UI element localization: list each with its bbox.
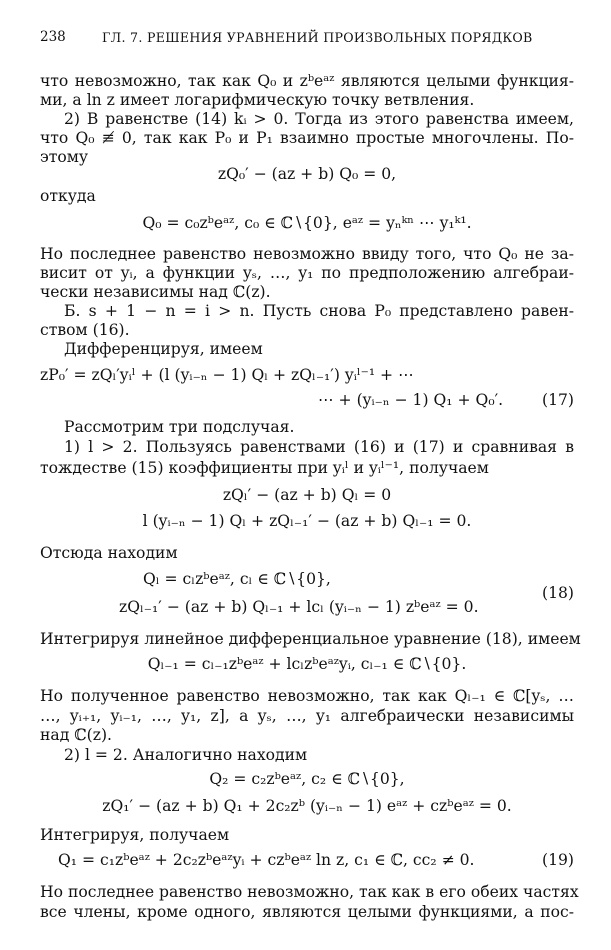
text-line: 2) l = 2. Аналогично находим xyxy=(64,746,308,764)
text-line: ством (16). xyxy=(40,321,130,339)
equation-number: (19) xyxy=(541,851,574,869)
text-line: ми, а ln z имеет логарифмическую точку ветвления. xyxy=(40,91,475,109)
text-line: тождестве (15) коэффициенты при yᵢˡ и yᵢˡ⁻¹, получаем xyxy=(40,459,489,477)
text-line: 2) В равенстве (14) kᵢ > 0. Тогда из этого равенства имеем, xyxy=(64,110,574,128)
formula: zP₀′ = zQₗ′yᵢˡ + (l (yᵢ₋ₙ − 1) Qₗ + zQₗ₋₁′) yᵢˡ⁻¹ + ⋯ xyxy=(40,366,414,384)
text-line: Но последнее равенство невозможно, так как в его обеих частях xyxy=(40,883,579,901)
text-line: откуда xyxy=(40,187,96,205)
text-line: …, yᵢ₊₁, yᵢ₋₁, …, y₁, z], а yₛ, …, y₁ алгебраически независимы xyxy=(40,707,574,725)
formula: Q₁ = c₁zᵇeᵃᶻ + 2c₂zᵇeᵃᶻyᵢ + czᵇeᵃᶻ ln z, c₁ ∈ ℂ, cc₂ ≠ 0. xyxy=(58,851,475,869)
formula: Qₗ = cₗzᵇeᵃᶻ, cₗ ∈ ℂ∖{0}, xyxy=(143,570,331,588)
text-line: висит от yᵢ, а функции yₛ, …, y₁ по предположению алгебраи- xyxy=(40,264,574,282)
formula: Q₂ = c₂zᵇeᵃᶻ, c₂ ∈ ℂ∖{0}, xyxy=(209,770,405,788)
text-line: что Q₀ ≢ 0, так как P₀ и P₁ взаимно простые многочлены. По- xyxy=(40,129,574,147)
text-line: Рассмотрим три подслучая. xyxy=(64,418,295,436)
text-line: что невозможно, так как Q₀ и zᵇeᵃᶻ являются целыми функция- xyxy=(40,72,574,90)
equation-number: (18) xyxy=(541,584,574,602)
text-line: Но полученное равенство невозможно, так как Qₗ₋₁ ∈ ℂ[yₛ, … xyxy=(40,687,574,705)
text-line: все члены, кроме одного, являются целыми функциями, а пос- xyxy=(40,903,574,921)
formula: zQ₁′ − (az + b) Q₁ + 2c₂zᵇ (yᵢ₋ₙ − 1) eᵃᶻ + czᵇeᵃᶻ = 0. xyxy=(102,797,512,815)
running-title: ГЛ. 7. РЕШЕНИЯ УРАВНЕНИЙ ПРОИЗВОЛЬНЫХ ПОРЯДКОВ xyxy=(102,30,533,45)
text-line: 1) l > 2. Пользуясь равенствами (16) и (17) и сравнивая в xyxy=(64,438,574,456)
text-line: чески независимы над ℂ(z). xyxy=(40,283,271,301)
text-line: Но последнее равенство невозможно ввиду того, что Q₀ не за- xyxy=(40,245,574,263)
formula: l (yᵢ₋ₙ − 1) Qₗ + zQₗ₋₁′ − (az + b) Qₗ₋₁ = 0. xyxy=(142,512,472,530)
formula: zQₗ′ − (az + b) Qₗ = 0 xyxy=(222,486,392,504)
equation-number: (17) xyxy=(541,391,574,409)
page-header xyxy=(40,28,580,50)
text-line: Б. s + 1 − n = i > n. Пусть снова P₀ представлено равен- xyxy=(64,302,574,320)
text-line: Интегрируя, получаем xyxy=(40,826,230,844)
text-line: Отсюда находим xyxy=(40,544,178,562)
formula: Qₗ₋₁ = cₗ₋₁zᵇeᵃᶻ + lcₗzᵇeᵃᶻyᵢ, cₗ₋₁ ∈ ℂ∖{0}. xyxy=(147,655,467,673)
formula: Q₀ = c₀zᵇeᵃᶻ, c₀ ∈ ℂ∖{0}, eᵃᶻ = yₙᵏⁿ ⋯ y₁ᵏ¹. xyxy=(142,214,472,232)
formula: zQ₀′ − (az + b) Q₀ = 0, xyxy=(217,165,397,183)
formula: zQₗ₋₁′ − (az + b) Qₗ₋₁ + lcₗ (yᵢ₋ₙ − 1) zᵇeᵃᶻ = 0. xyxy=(119,598,479,616)
page-number: 238 xyxy=(40,29,66,45)
text-line: Дифференцируя, имеем xyxy=(64,340,263,358)
text-line: этому xyxy=(40,148,89,166)
text-line: Интегрируя линейное дифференциальное уравнение (18), имеем xyxy=(40,630,581,648)
text-line: над ℂ(z). xyxy=(40,726,112,744)
formula: ⋯ + (yᵢ₋ₙ − 1) Q₁ + Q₀′. xyxy=(318,391,504,409)
